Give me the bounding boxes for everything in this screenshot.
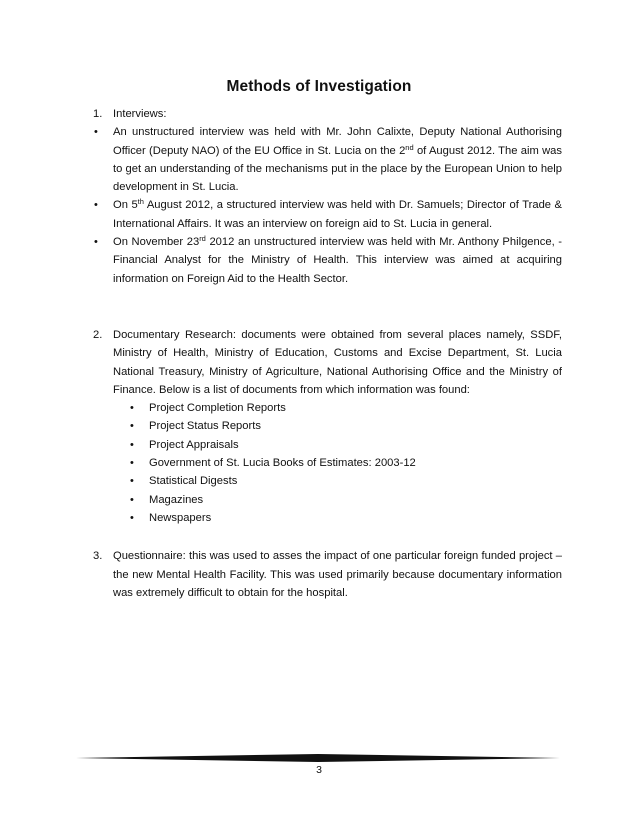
section-questionnaire (93, 547, 562, 602)
bullet-icon: • (130, 493, 134, 506)
list-item (93, 399, 562, 417)
bullet-icon: • (130, 511, 134, 524)
bullet-icon: • (94, 199, 98, 212)
section-number: 1. (93, 108, 103, 120)
document-list (93, 399, 562, 527)
section-interviews (93, 105, 562, 123)
list-item-text: Project Status Reports (149, 420, 261, 433)
list-item-text: Project Appraisals (149, 438, 239, 451)
section-number: 2. (93, 328, 103, 341)
list-item-text: Newspapers (149, 511, 212, 524)
bullet-text: An unstructured interview was held with Mr. John Calixte, Deputy National Authorising Officer (Deputy NAO) of the EU Office in St. Lucia on the 2 (113, 126, 562, 157)
list-item-text: Project Completion Reports (149, 402, 286, 415)
section-heading: Interviews: (113, 108, 167, 120)
bullet-icon: • (94, 236, 98, 249)
list-item (93, 454, 562, 472)
bullet-text: of August 2012. The aim was to get an understanding of the mechanisms put in the place by the European Union to help development in St. Lucia. (113, 144, 562, 194)
section-text: Documentary Research: documents were obtained from several places namely, SSDF, Ministry of Health, Ministry of Education, Customs and Excise Department, St. Lucia National Treasury, Ministry of Agriculture, National Authorising Office and the Ministry of Finance. Below is a list of documents from which information was found: (113, 328, 562, 396)
bullet-icon: • (130, 402, 134, 415)
interview-bullet (93, 196, 562, 233)
list-item-text: Magazines (149, 493, 204, 506)
list-item (93, 436, 562, 454)
list-item (93, 509, 562, 527)
ordinal-suffix: nd (405, 142, 414, 152)
page-title: Methods of Investigation (226, 78, 412, 95)
interview-bullet (93, 233, 562, 288)
ordinal-suffix: th (137, 197, 144, 207)
ordinal-suffix: rd (199, 234, 206, 244)
list-item (93, 491, 562, 509)
bullet-icon: • (130, 438, 134, 451)
section-documentary (93, 326, 562, 399)
bullet-icon: • (130, 475, 134, 488)
bullet-icon: • (94, 126, 98, 139)
page-number: 3 (316, 764, 322, 776)
section-text: Questionnaire: this was used to asses the impact of one particular foreign funded project – the new Mental Health Facility. This was used primarily because documentary information was extremely difficult to obtain for the hospital. (113, 550, 562, 599)
list-item-text: Government of St. Lucia Books of Estimates: 2003-12 (149, 457, 416, 470)
bullet-icon: • (130, 420, 134, 433)
list-item (93, 472, 562, 490)
list-item (93, 417, 562, 435)
section-number: 3. (93, 550, 103, 563)
bullet-text: On 5 (113, 199, 138, 212)
bullet-icon: • (130, 457, 134, 470)
footer-divider (76, 752, 560, 764)
document-body (93, 105, 562, 602)
bullet-text: August 2012, a structured interview was held with Dr. Samuels; Director of Trade & International Affairs. It was an interview on foreign aid to St. Lucia in general. (113, 199, 562, 230)
list-item-text: Statistical Digests (149, 475, 238, 488)
interview-bullet (93, 123, 562, 196)
bullet-text: On November 23 (113, 236, 200, 249)
bullet-text: 2012 an unstructured interview was held with Mr. Anthony Philgence, - Financial Analyst for the Ministry of Health. This interview was aimed at acquiring information on Foreign Aid to the Health Sector. (113, 236, 563, 285)
